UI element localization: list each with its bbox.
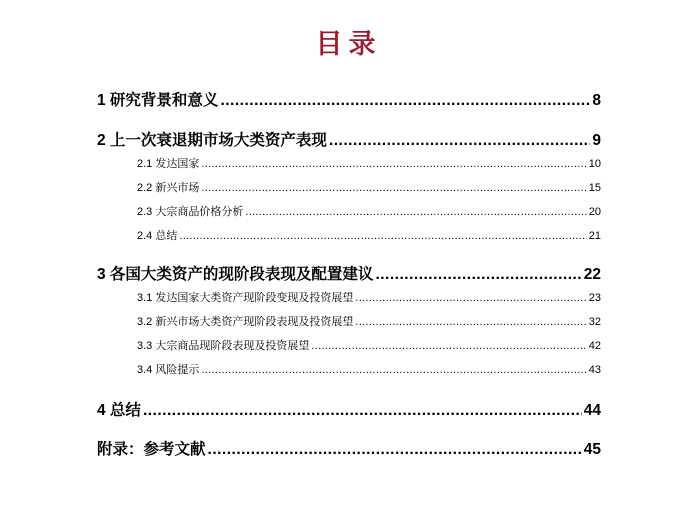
dot-leader — [201, 364, 586, 376]
toc-entry-label: 2 上一次衰退期市场大类资产表现 — [97, 132, 327, 149]
toc-subentry-page: 32 — [588, 316, 601, 328]
toc-subentry-label: 3.2 新兴市场大类资产现阶段表现及投资展望 — [137, 316, 354, 328]
toc-entry[interactable] — [97, 398, 601, 420]
dot-leader — [201, 158, 586, 170]
toc-subentry[interactable] — [137, 337, 601, 353]
toc-subentry[interactable] — [137, 289, 601, 305]
toc-subentry-page: 42 — [588, 340, 601, 352]
toc-subentry-label: 2.2 新兴市场 — [137, 182, 200, 194]
dot-leader — [329, 132, 590, 150]
dot-leader — [208, 441, 582, 459]
toc-subentry-page: 10 — [588, 158, 601, 170]
toc-subentry[interactable] — [137, 203, 601, 219]
toc-subentry-page: 43 — [588, 364, 601, 376]
toc-subentry-label: 3.3 大宗商品现阶段表现及投资展望 — [137, 340, 310, 352]
dot-leader — [245, 206, 586, 218]
toc-subentry-page: 23 — [588, 292, 601, 304]
toc-title: 目录 — [315, 29, 382, 60]
toc-subentry-label: 2.3 大宗商品价格分析 — [137, 206, 244, 218]
toc-entry-label: 4 总结 — [97, 402, 141, 419]
toc-subentry-page: 15 — [588, 182, 601, 194]
dot-leader — [375, 266, 581, 284]
dot-leader — [311, 340, 586, 352]
toc-entry[interactable] — [97, 262, 601, 284]
toc-entry[interactable] — [97, 128, 601, 150]
toc-subentry-label: 2.4 总结 — [137, 230, 178, 242]
dot-leader — [355, 292, 586, 304]
toc-subentry[interactable] — [137, 155, 601, 171]
dot-leader — [355, 316, 586, 328]
toc-entry-page: 44 — [583, 402, 601, 419]
toc-entry-page: 45 — [583, 441, 601, 458]
toc-entry-page: 9 — [592, 132, 601, 149]
toc-subentry[interactable] — [137, 179, 601, 195]
toc-entry-page: 8 — [592, 92, 601, 109]
dot-leader — [201, 182, 586, 194]
toc-subentry-page: 20 — [588, 206, 601, 218]
toc-entry-label: 3 各国大类资产的现阶段表现及配置建议 — [97, 266, 374, 283]
dot-leader — [143, 402, 582, 420]
toc-subentry-label: 3.1 发达国家大类资产现阶段变现及投资展望 — [137, 292, 354, 304]
dot-leader — [220, 92, 590, 110]
dot-leader — [179, 230, 586, 242]
toc-subentry[interactable] — [137, 361, 601, 377]
toc-subentry-label: 3.4 风险提示 — [137, 364, 200, 376]
toc-subentry-label: 2.1 发达国家 — [137, 158, 200, 170]
toc-subentry[interactable] — [137, 313, 601, 329]
toc-entry[interactable] — [97, 88, 601, 110]
toc-entry-label: 1 研究背景和意义 — [97, 92, 219, 109]
toc-subentry[interactable] — [137, 227, 601, 243]
toc-entry-label: 附录：参考文献 — [97, 441, 206, 458]
toc-entry-page: 22 — [583, 266, 601, 283]
toc-subentry-page: 21 — [588, 230, 601, 242]
toc-entry[interactable] — [97, 437, 601, 459]
